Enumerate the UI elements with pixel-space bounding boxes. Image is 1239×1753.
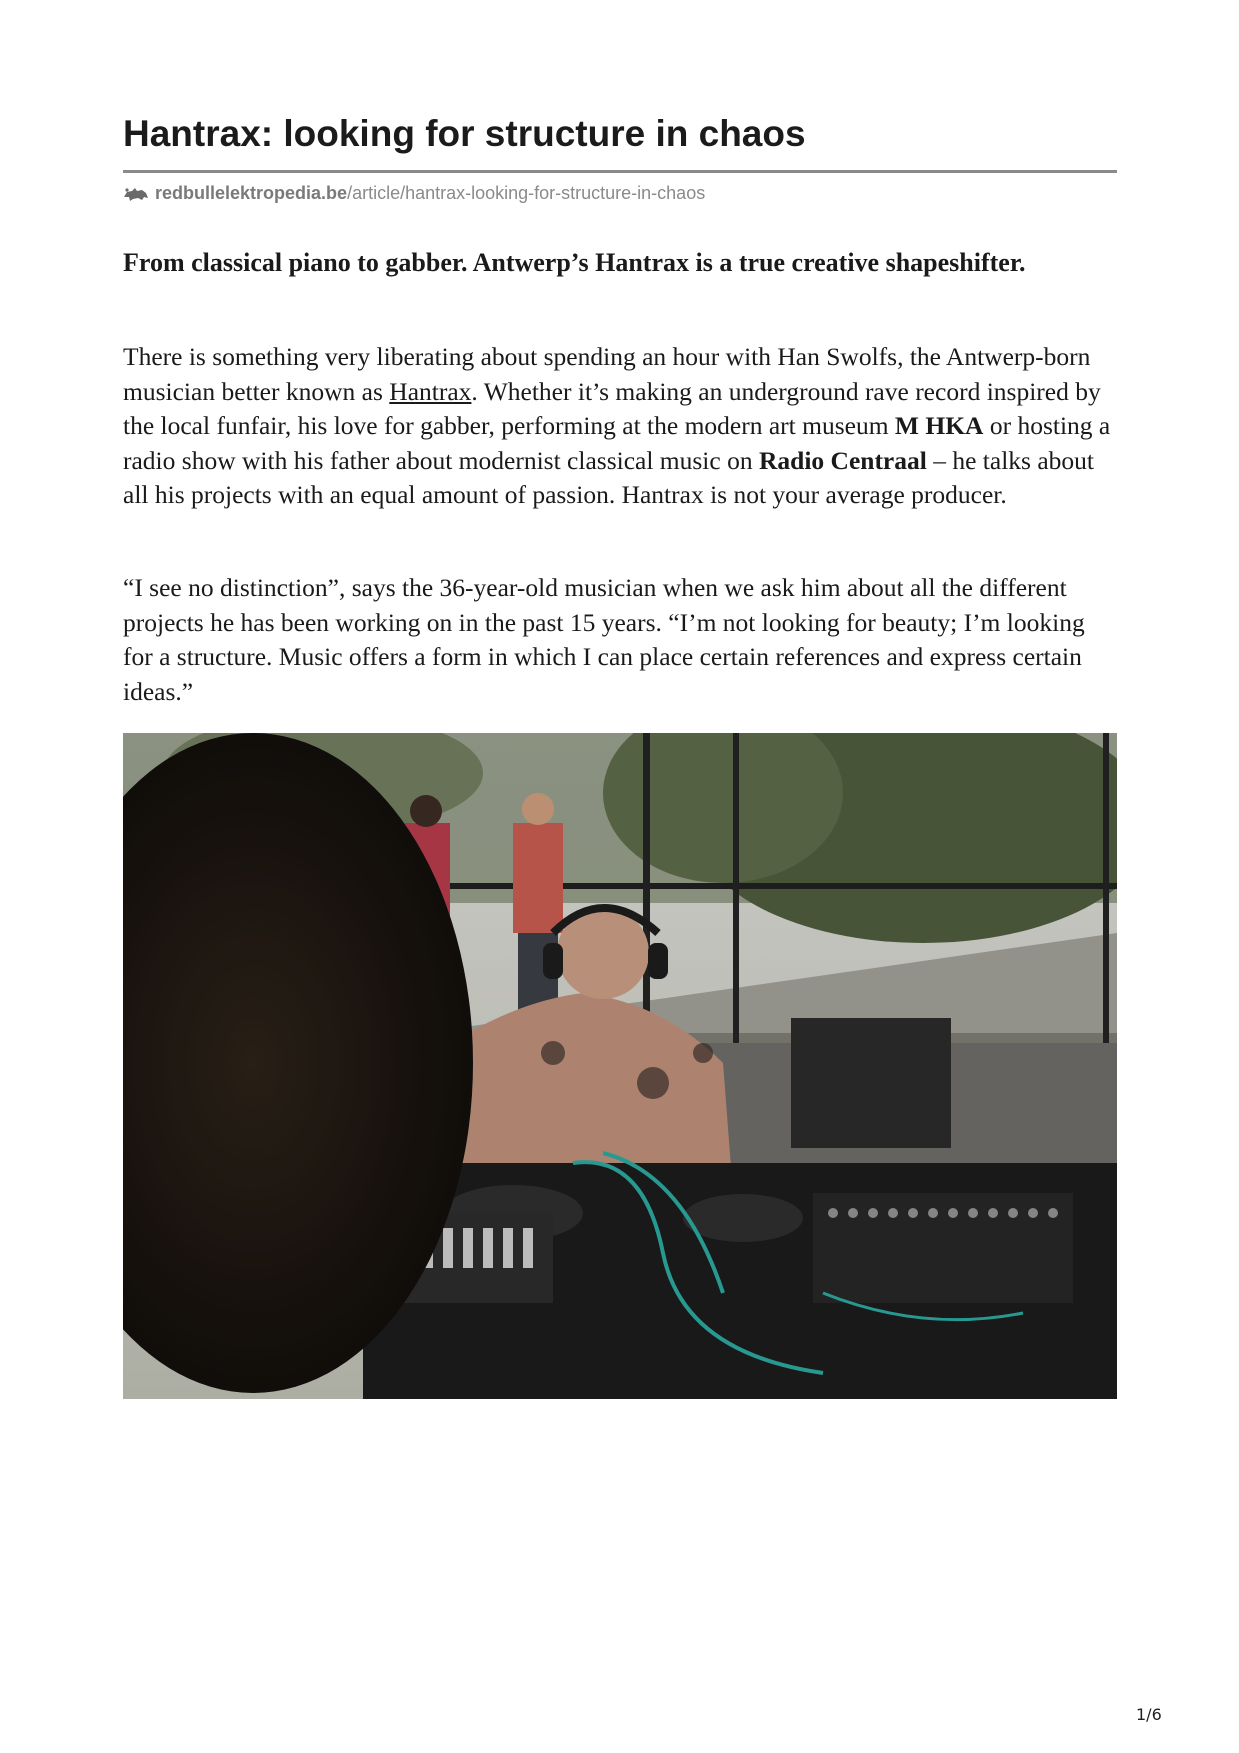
source-url[interactable] xyxy=(123,183,705,204)
article-lead: From classical piano to gabber. Antwerp’s Hantrax is a true creative shapeshifter. xyxy=(123,248,1026,277)
hantrax-link[interactable]: Hantrax xyxy=(389,376,472,406)
mhka-bold: M HKA xyxy=(894,411,984,440)
paragraph-text: There is something very liberating about spending an hour with Han Swolfs, the Antwerp-born musician better known as xyxy=(123,342,1091,406)
paragraph-text: or hosting a radio show with his father about modernist classical music on xyxy=(123,411,1111,475)
source-path: /article/hantrax-looking-for-structure-in-chaos xyxy=(347,183,706,203)
red-bull-logo-icon xyxy=(123,186,149,202)
article-photo xyxy=(123,733,1117,1399)
page-number: 1/6 xyxy=(1136,1705,1162,1724)
title-divider xyxy=(123,170,1117,173)
paragraph-text: – he talks about all his projects with an equal amount of passion. Hantrax is not your average producer. xyxy=(123,445,1094,509)
article-title: Hantrax: looking for structure in chaos xyxy=(123,113,806,154)
article-paragraph-2: “I see no distinction”, says the 36-year-old musician when we ask him about all the different projects he has been working on in the past 15 years. “I’m not looking for beauty; I’m looking for a structure. Music offers a form in which I can place certain references and express certain ideas.” xyxy=(123,573,1085,706)
article-paragraph-1 xyxy=(123,340,1117,513)
source-domain: redbullelektropedia.be xyxy=(155,183,348,203)
paragraph-text: . Whether it’s making an underground rave record inspired by the local funfair, his love for gabber, performing at the modern art museum xyxy=(123,376,1101,440)
radio-centraal-bold: Radio Centraal xyxy=(758,445,927,475)
